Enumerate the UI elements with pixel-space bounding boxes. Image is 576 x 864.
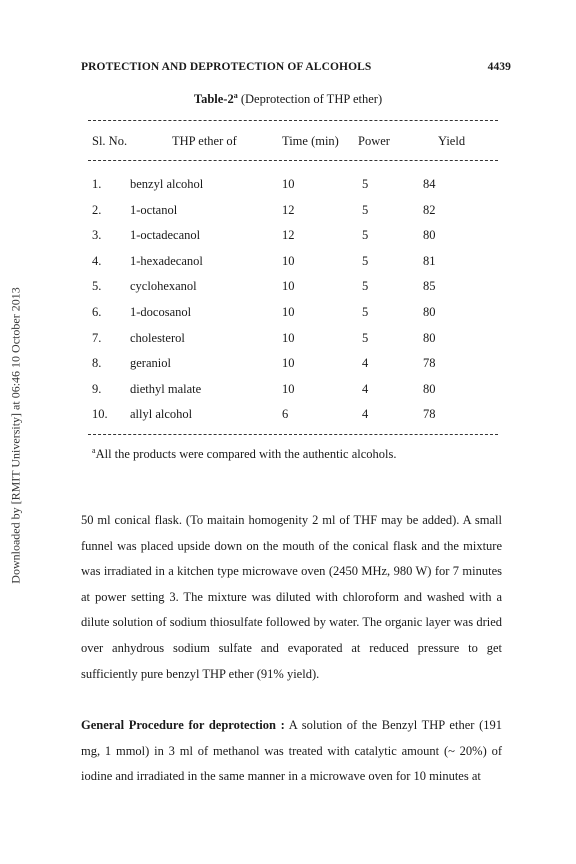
table-row <box>0 254 576 272</box>
footnote-marker: a <box>92 446 96 455</box>
row-power: 5 <box>362 202 369 217</box>
table-caption-text: (Deprotection of THP ether) <box>237 92 383 107</box>
header-thp-ether: THP ether of <box>172 134 237 148</box>
row-time: 10 <box>282 177 295 191</box>
running-head <box>81 61 511 73</box>
table-row <box>0 228 576 246</box>
table-caption <box>0 91 576 107</box>
table-caption-marker: a <box>233 91 238 100</box>
table-bottom-rule <box>88 434 498 435</box>
body-paragraph-2-text: A solution of the Benzyl THP ether (191 mg, 1 mmol) in 3 ml of methanol was treated with catalytic amount (~ 20%) of iodine and irradiated in the same manner in a microwave oven for 10 minutes at <box>81 718 502 784</box>
row-number: 2. <box>92 202 102 217</box>
row-yield: 84 <box>423 177 436 191</box>
header-time: Time (min) <box>282 134 339 148</box>
table-top-rule <box>88 120 498 121</box>
row-power: 5 <box>362 330 369 345</box>
table-row <box>0 279 576 297</box>
row-time: 10 <box>282 279 295 294</box>
row-number: 3. <box>92 228 102 243</box>
header-power: Power <box>358 134 390 148</box>
row-compound: 1-hexadecanol <box>130 253 203 268</box>
row-compound: allyl alcohol <box>130 407 193 422</box>
row-number: 7. <box>92 330 102 345</box>
row-yield: 78 <box>423 407 436 422</box>
row-compound: 1-octadecanol <box>130 228 201 243</box>
row-compound: diethyl malate <box>130 381 202 396</box>
table-caption-label: Table-2$^a$ <box>193 91 238 107</box>
row-yield: 80 <box>423 228 436 243</box>
row-yield: 85 <box>423 279 436 294</box>
row-number: 9. <box>92 381 102 396</box>
table-row <box>0 305 576 323</box>
header-yield: Yield <box>438 134 466 148</box>
download-watermark-text: Downloaded by [RMIT University] at 06:46 10 October 2013 <box>8 286 23 584</box>
row-yield: 80 <box>423 330 436 345</box>
table-footnote <box>92 446 397 462</box>
table-row <box>0 382 576 400</box>
table-row <box>0 331 576 349</box>
row-yield: 81 <box>423 253 436 268</box>
row-power: 5 <box>362 305 369 319</box>
table-row <box>0 407 576 425</box>
row-power: 5 <box>362 253 369 268</box>
section-heading: General Procedure for deprotection : <box>81 718 285 732</box>
row-yield: 80 <box>423 381 436 396</box>
row-compound: cholesterol <box>130 330 185 345</box>
running-head-title: PROTECTION AND DEPROTECTION OF ALCOHOLS <box>81 61 372 73</box>
row-time: 10 <box>282 305 295 319</box>
row-time: 12 <box>282 228 295 243</box>
row-time: 10 <box>282 381 295 396</box>
row-compound: geraniol <box>130 356 171 371</box>
row-compound: 1-octanol <box>130 202 178 217</box>
row-yield: 80 <box>423 305 436 319</box>
table-header-rule <box>88 160 498 161</box>
row-number: 6. <box>92 305 102 319</box>
row-power: 5 <box>362 177 369 191</box>
row-power: 4 <box>362 407 369 422</box>
header-sl-no: Sl. No. <box>92 134 128 148</box>
row-compound: cyclohexanol <box>130 279 197 294</box>
row-number: 10. <box>92 407 108 422</box>
row-power: 4 <box>362 356 369 371</box>
row-time: 10 <box>282 330 295 345</box>
row-power: 4 <box>362 381 369 396</box>
page-number: 4439 <box>487 61 511 73</box>
row-time: 10 <box>282 253 295 268</box>
row-time: 12 <box>282 202 295 217</box>
table-row <box>0 203 576 221</box>
row-time: 10 <box>282 356 295 371</box>
row-yield: 78 <box>423 356 436 371</box>
footnote-text: All the products were compared with the authentic alcohols. <box>95 447 397 462</box>
row-compound: benzyl alcohol <box>130 177 204 191</box>
table-row <box>0 356 576 374</box>
row-power: 5 <box>362 279 369 294</box>
row-number: 5. <box>92 279 102 294</box>
body-paragraph-1: 50 ml conical flask. (To maitain homogenity 2 ml of THF may be added). A small funnel was placed upside down on the mouth of the conical flask and the mixture was irradiated in a kitchen type microwave oven (2450 MHz, 980 W) for 7 minutes at power setting 3. The mixture was diluted with chloroform and washed with a dilute solution of sodium thiosulfate followed by water. The organic layer was dried over anhydrous sodium sulfate and evaporated at reduced pressure to get sufficiently pure benzyl THP ether (91% yield). <box>81 513 502 681</box>
row-number: 1. <box>92 177 102 191</box>
row-yield: 82 <box>423 202 436 217</box>
row-time: 6 <box>282 407 289 422</box>
row-number: 4. <box>92 253 102 268</box>
row-number: 8. <box>92 356 102 371</box>
body-paragraph-2 <box>81 713 502 790</box>
row-power: 5 <box>362 228 369 243</box>
table-row <box>0 177 576 195</box>
row-compound: 1-docosanol <box>130 305 192 319</box>
